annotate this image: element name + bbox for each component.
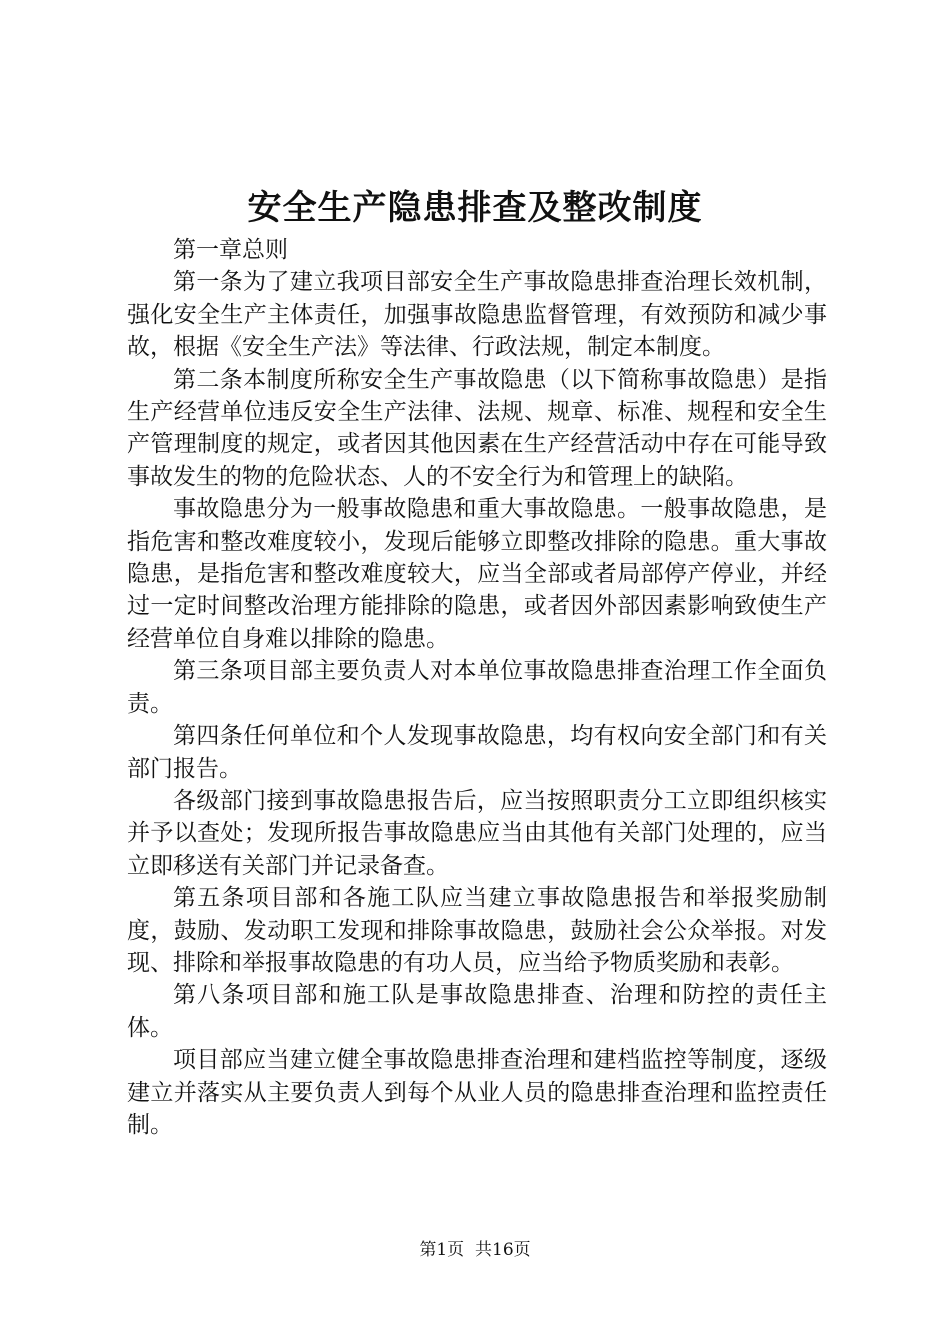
paragraph-article-5: 第五条项目部和各施工队应当建立事故隐患报告和举报奖励制度，鼓励、发动职工发现和排除事故隐患，鼓励社会公众举报。对发现、排除和举报事故隐患的有功人员，应当给予物质奖励和表彰。 [127, 885, 827, 976]
paragraph-responsibility-system: 项目部应当建立健全事故隐患排查治理和建档监控等制度，逐级建立并落实从主要负责人到每个从业人员的隐患排查治理和监控责任制。 [127, 1047, 827, 1138]
paragraph-chapter-heading: 第一章总则 [173, 237, 288, 263]
paragraph-hazard-classification: 事故隐患分为一般事故隐患和重大事故隐患。一般事故隐患，是指危害和整改难度较小，发现后能够立即整改排除的隐患。重大事故隐患，是指危害和整改难度较大，应当全部或者局部停产停业，并经过一定时间整改治理方能排除的隐患，或者因外部因素影响致使生产经营单位自身难以排除的隐患。 [127, 496, 827, 652]
page-footer [0, 1238, 950, 1262]
page-number: 第1页 [419, 1240, 465, 1260]
document-body [127, 234, 827, 1141]
paragraph-article-4: 第四条任何单位和个人发现事故隐患，均有权向安全部门和有关部门报告。 [127, 723, 827, 782]
paragraph-article-8: 第八条项目部和施工队是事故隐患排查、治理和防控的责任主体。 [127, 982, 827, 1041]
paragraph-article-3: 第三条项目部主要负责人对本单位事故隐患排查治理工作全面负责。 [127, 658, 827, 717]
page-total: 共16页 [475, 1240, 531, 1260]
document-title: 安全生产隐患排查及整改制度 [247, 188, 703, 228]
paragraph-article-1: 第一条为了建立我项目部安全生产事故隐患排查治理长效机制，强化安全生产主体责任，加强事故隐患监督管理，有效预防和减少事故，根据《安全生产法》等法律、行政法规，制定本制度。 [127, 269, 827, 361]
paragraph-article-2: 第二条本制度所称安全生产事故隐患（以下简称事故隐患）是指生产经营单位违反安全生产法律、法规、规章、标准、规程和安全生产管理制度的规定，或者因其他因素在生产经营活动中存在可能导致事故发生的物的危险状态、人的不安全行为和管理上的缺陷。 [127, 366, 827, 490]
paragraph-report-handling: 各级部门接到事故隐患报告后，应当按照职责分工立即组织核实并予以查处；发现所报告事故隐患应当由其他有关部门处理的，应当立即移送有关部门并记录备查。 [127, 787, 827, 879]
